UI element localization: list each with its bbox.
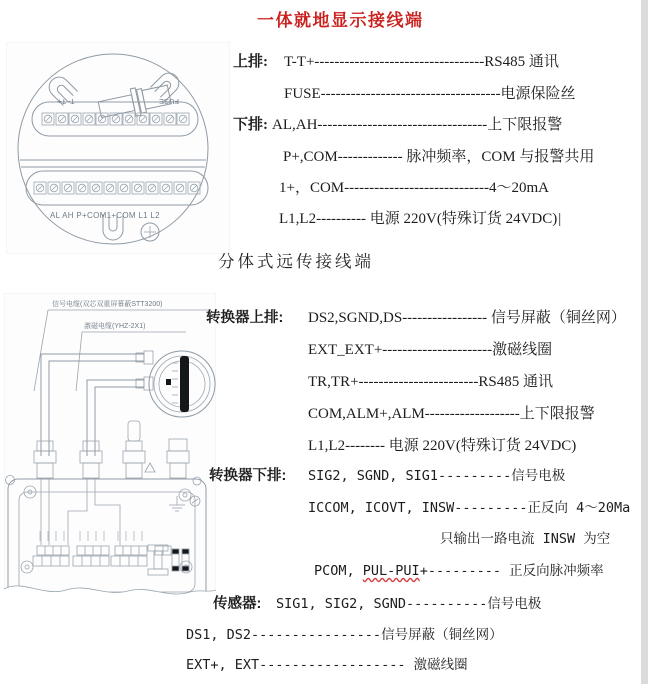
scan-edge — [641, 0, 648, 684]
terminal-row-power-remote: L1,L2-------- 电源 220V(特殊订货 24VDC) — [308, 438, 577, 454]
strip-label-fuse: FUSE — [158, 97, 180, 106]
terminal-row-sensor-electrode: SIG1, SIG2, SGND----------信号电极 — [276, 596, 542, 612]
terminal-row-alarm-remote: COM,ALM+,ALM-------------------上下限报警 — [308, 406, 595, 422]
terminal-row-current: 1+，COM-----------------------------4～20mA — [279, 180, 549, 196]
terminal-row-rs485-remote: TR,TR+------------------------RS485 通讯 — [308, 374, 554, 390]
terminal-row-excite-coil: EXT_EXT+----------------------激磁线圈 — [308, 342, 553, 358]
pcom-prefix: PCOM, — [314, 563, 363, 579]
row-label-lower: 下排: — [233, 117, 268, 133]
terminal-row-note: 只输出一路电流 INSW 为空 — [440, 531, 611, 547]
page-title: 一体就地显示接线端 — [257, 11, 424, 30]
terminal-row-fuse: FUSE------------------------------------电源保险丝 — [284, 86, 576, 102]
terminal-row-current-remote: ICCOM, ICOVT, INSW---------正反向 4～20Ma — [308, 500, 631, 516]
row-label-upper: 上排: — [233, 54, 268, 70]
text-cursor: | — [558, 211, 562, 227]
terminal-row-sensor-shield: DS1, DS2----------------信号屏蔽（铜丝网） — [186, 627, 503, 643]
row-label-converter-lower: 转换器下排: — [209, 468, 287, 484]
terminal-row-alarm: AL,AH----------------------------------上下限报警 — [272, 117, 563, 133]
terminal-row-pulse-remote — [314, 564, 604, 580]
strip-label-tt: T- T+ — [57, 97, 75, 106]
strip-label-bottom: AL AH P+COM1+COM L1 L2 — [50, 211, 160, 220]
remote-converter-diagram — [4, 293, 216, 623]
terminal-row-power — [279, 211, 561, 228]
terminal-row-shield: DS2,SGND,DS----------------- 信号屏蔽（铜丝网） — [308, 310, 626, 326]
spellcheck-wavy-underline: PUL-PUI — [362, 563, 420, 579]
section-title: 分体式远传接线端 — [218, 252, 374, 271]
terminal-row-pulse: P+,COM------------- 脉冲频率，COM 与报警共用 — [283, 149, 595, 165]
terminal-row-power-text: L1,L2---------- 电源 220V(特殊订货 24VDC) — [279, 211, 558, 227]
terminal-row-rs485: T-T+----------------------------------RS485 通讯 — [284, 54, 559, 70]
integrated-terminal-diagram — [6, 42, 230, 254]
cable-label-excite: 激磁电缆(YHZ-2X1) — [84, 323, 146, 330]
row-label-sensor: 传感器: — [213, 596, 262, 612]
terminal-row-sensor-coil: EXT+, EXT------------------ 激磁线圈 — [186, 657, 468, 673]
row-label-converter-upper: 转换器上排: — [206, 310, 284, 326]
cable-label-signal: 信号电缆(双芯双重屏幕蔽STT3200) — [52, 301, 163, 308]
terminal-row-electrode: SIG2, SGND, SIG1---------信号电极 — [308, 468, 566, 484]
pcom-suffix: +--------- 正反向脉冲频率 — [419, 563, 604, 579]
